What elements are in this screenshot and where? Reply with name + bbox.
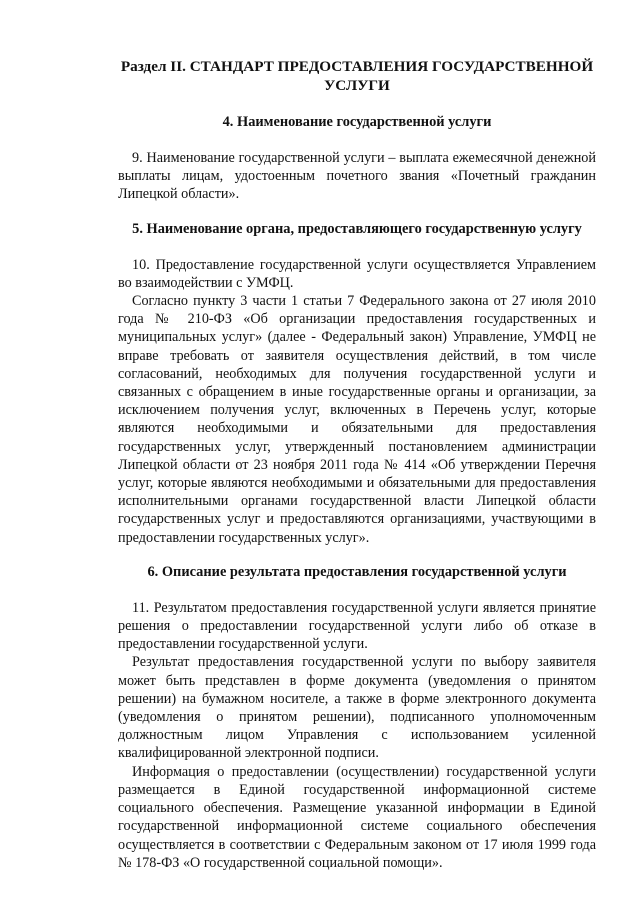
document-page	[118, 57, 596, 872]
paragraph-11-information: Информация о предоставлении (осуществлении) государственной услуги размещается в Единой государственной информационной системе социального обеспечения. Размещение указанной информации в Единой государственной информационной системе социального обеспечения осуществляется в соответствии с Федеральным законом от 17 июля 1999 года № 178-ФЗ «О государственной социальной помощи».	[118, 763, 596, 871]
paragraph-11: 11. Результатом предоставления государственной услуги является принятие решения о предоставлении государственной услуги либо об отказе в предоставлении государственной услуги.	[118, 599, 596, 653]
paragraph-10: 10. Предоставление государственной услуги осуществляется Управлением во взаимодействии с УМФЦ.	[118, 256, 596, 291]
heading-5: 5. Наименование органа, предоставляющего государственную услугу	[132, 220, 582, 237]
heading-4: 4. Наименование государственной услуги	[222, 114, 492, 130]
paragraph-9: 9. Наименование государственной услуги – выплата ежемесячной денежной выплаты лицам, удостоенным почетного звания «Почетный гражданин Липецкой области».	[118, 150, 596, 203]
heading-6: 6. Описание результата предоставления государственной услуги	[147, 563, 567, 580]
spacer	[118, 547, 596, 563]
section-title: Раздел II. СТАНДАРТ ПРЕДОСТАВЛЕНИЯ ГОСУДАРСТВЕННОЙ УСЛУГИ	[120, 58, 594, 94]
paragraph-10-continued: Согласно пункту 3 части 1 статьи 7 Федерального закона от 27 июля 2010 года № 210-ФЗ «Об организации предоставления государственных и муниципальных услуг» (далее - Федеральный закон) Управление, УМФЦ не вправе требовать от заявителя осуществления действий, в том числе согласований, необходимых для получения государственной услуги и связанных с обращением в иные государственные органы и организации, за исключением получения услуг, включенных в Перечень услуг, которые являются необходимыми и обязательными для предоставления государственных услуг, утвержденный постановлением администрации Липецкой области от 23 ноября 2011 года № 414 «Об утверждении Перечня услуг, которые являются необходимыми и обязательными для предоставления исполнительными органами государственной власти Липецкой области государственных услуг и предоставляются организациями, участвующими в предоставлении государственных услуг».	[118, 293, 596, 546]
paragraph-11-result-form: Результат предоставления государственной услуги по выбору заявителя может быть представлен в форме документа (уведомления о принятом решении) на бумажном носителе, а также в форме электронного документа (уведомления о принятом решении), подписанного уполномоченным должностным лицом Управления с использованием усиленной квалифицированной электронной подписи.	[118, 654, 596, 762]
spacer	[118, 204, 596, 220]
